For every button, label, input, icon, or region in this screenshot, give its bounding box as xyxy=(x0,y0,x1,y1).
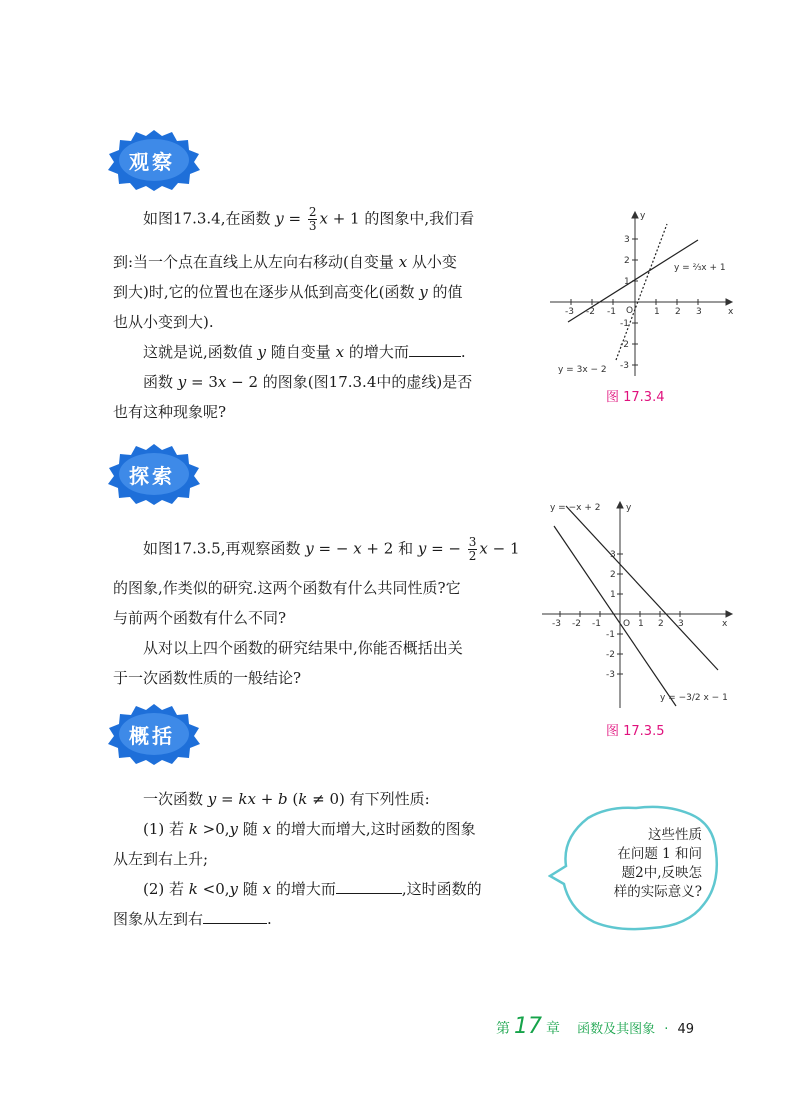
svg-text:-3: -3 xyxy=(620,361,629,371)
svg-text:3: 3 xyxy=(624,235,630,245)
svg-text:2: 2 xyxy=(610,570,616,580)
fraction-two-thirds: $\frac{2}{3}$ xyxy=(308,205,317,233)
explore-line-3: 与前两个函数有什么不同? xyxy=(113,609,287,627)
fig1-y-label: y xyxy=(640,211,646,221)
observe-line-2: 到:当一个点在直线上从左向右移动(自变量 x 从小变 xyxy=(113,253,457,271)
svg-text:3: 3 xyxy=(696,307,702,317)
chapter-number: 17 xyxy=(514,1014,542,1039)
observe-line-7: 也有这种现象呢? xyxy=(113,403,227,421)
answer-blank-2 xyxy=(336,893,402,894)
svg-text:1: 1 xyxy=(610,590,616,600)
page-number: 49 xyxy=(677,1022,694,1037)
chapter-suffix: 章 xyxy=(546,1021,560,1037)
observe-line-1: 如图17.3.4,在函数 y = $\frac{2}{3}$ x + 1 的图象中,我们看 xyxy=(143,205,475,233)
summary-line-5: 图象从左到右 . xyxy=(113,910,272,928)
fig2-label-line2: y = −3/2 x − 1 xyxy=(660,693,728,703)
svg-text:-2: -2 xyxy=(586,307,595,317)
bubble-line-4: 样的实际意义? xyxy=(613,884,702,900)
explore-line-2: 的图象,作类似的研究.这两个函数有什么共同性质?它 xyxy=(113,579,461,597)
figure-17-3-4-caption: 图 17.3.4 xyxy=(606,390,665,405)
svg-text:-2: -2 xyxy=(572,619,581,629)
svg-text:3: 3 xyxy=(610,550,616,560)
explore-line-5: 于一次函数性质的一般结论? xyxy=(113,669,302,687)
svg-text:-2: -2 xyxy=(620,340,629,350)
observe-line-3: 到大)时,它的位置也在逐步从低到高变化(函数 y 的值 xyxy=(113,283,463,301)
fig1-solid-label: y = ⅔x + 1 xyxy=(674,263,726,273)
bubble-line-2: 在问题 1 和问 xyxy=(617,846,702,862)
fig1-dashed-label: y = 3x − 2 xyxy=(558,365,607,375)
summary-badge xyxy=(106,702,202,766)
svg-text:-3: -3 xyxy=(606,670,615,680)
footer-dot: · xyxy=(664,1022,669,1037)
fig2-origin: O xyxy=(623,619,631,629)
summary-line-3: 从左到右上升; xyxy=(113,850,209,868)
svg-text:2: 2 xyxy=(675,307,681,317)
svg-text:-2: -2 xyxy=(606,650,615,660)
svg-text:-1: -1 xyxy=(592,619,601,629)
svg-text:2: 2 xyxy=(624,256,630,266)
fig2-line-neg-x-plus-2 xyxy=(566,506,718,670)
fraction-three-halves: $\frac{3}{2}$ xyxy=(468,535,477,563)
svg-text:-1: -1 xyxy=(607,307,616,317)
observe-badge xyxy=(106,128,202,192)
bubble-text xyxy=(574,826,702,902)
page-footer xyxy=(496,1014,694,1039)
svg-text:-1: -1 xyxy=(620,319,629,329)
summary-label: 概括 xyxy=(129,723,175,748)
explore-label: 探索 xyxy=(129,463,175,488)
svg-text:2: 2 xyxy=(658,619,664,629)
svg-text:1: 1 xyxy=(624,277,630,287)
observe-label: 观察 xyxy=(129,149,175,174)
answer-blank-3 xyxy=(203,923,267,924)
answer-blank-1 xyxy=(409,356,461,357)
fig2-y-label: y xyxy=(626,503,632,513)
explore-line-4: 从对以上四个函数的研究结果中,你能否概括出关 xyxy=(143,639,463,657)
observe-line-4: 也从小变到大). xyxy=(113,313,214,331)
bubble-line-3: 题2中,反映怎 xyxy=(621,865,702,881)
observe-line-6: 函数 y = 3x − 2 的图象(图17.3.4中的虚线)是否 xyxy=(143,373,473,391)
explore-badge xyxy=(106,442,202,506)
figure-17-3-5 xyxy=(540,500,736,714)
figure-17-3-5-caption: 图 17.3.5 xyxy=(606,724,665,739)
bubble-line-1: 这些性质 xyxy=(648,827,702,843)
observe-line-5: 这就是说,函数值 y 随自变量 x 的增大而 . xyxy=(143,343,466,361)
fig1-origin: O xyxy=(626,306,634,316)
svg-text:1: 1 xyxy=(654,307,660,317)
fig1-x-label: x xyxy=(728,307,734,317)
fig2-label-line1: y = −x + 2 xyxy=(550,503,601,513)
svg-text:1: 1 xyxy=(638,619,644,629)
svg-text:-1: -1 xyxy=(606,630,615,640)
chapter-prefix: 第 xyxy=(496,1021,510,1037)
explore-line-1: 如图17.3.5,再观察函数 y = − x + 2 和 y = − $\frac{3}{2}$ x − 1 xyxy=(143,535,520,563)
fig2-x-label: x xyxy=(722,619,728,629)
summary-line-1: 一次函数 y = kx + b (k ≠ 0) 有下列性质: xyxy=(143,790,430,808)
summary-line-2: (1) 若 k >0,y 随 x 的增大而增大,这时函数的图象 xyxy=(143,820,476,838)
figure-17-3-4 xyxy=(546,210,736,382)
summary-line-4: (2) 若 k <0,y 随 x 的增大而 ,这时函数的 xyxy=(143,880,482,898)
svg-text:3: 3 xyxy=(678,619,684,629)
chapter-title: 函数及其图象 xyxy=(577,1022,656,1037)
svg-text:-3: -3 xyxy=(552,619,561,629)
svg-text:-3: -3 xyxy=(565,307,574,317)
